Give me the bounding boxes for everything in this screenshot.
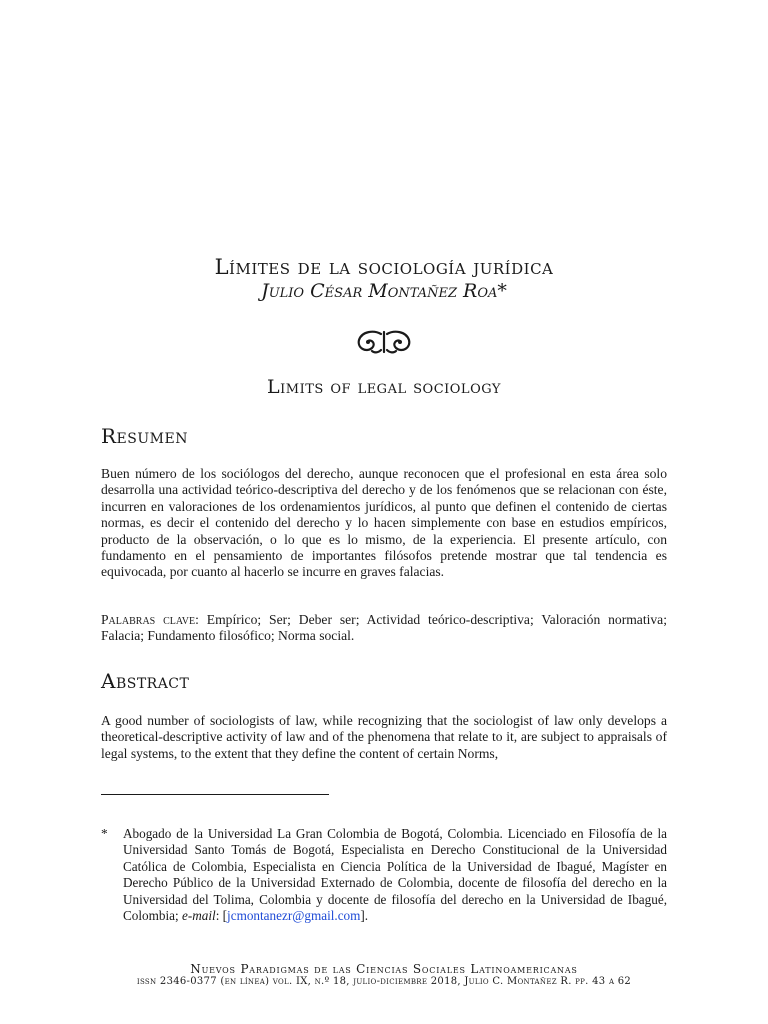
footer-issue-info: issn 2346-0377 (en línea) vol. IX, n.º 18, julio-diciembre 2018, Julio C. Montañez R. pp. 43 a 62 — [136, 976, 632, 987]
article-title: Límites de la sociología jurídica — [214, 255, 554, 279]
article-author: Julio César Montañez Roa* — [261, 280, 507, 302]
footnote-mark: * — [101, 826, 108, 841]
footnote-divider — [101, 794, 329, 795]
footnote-email-end: ]. — [360, 908, 369, 924]
footnote-text — [123, 826, 667, 924]
keywords-label: Palabras clave: — [101, 612, 199, 627]
resumen-heading: Resumen — [101, 424, 188, 448]
footer-journal-name: Nuevos Paradigmas de las Ciencias Sociales Latinoamericanas — [190, 962, 578, 976]
resumen-paragraph: Buen número de los sociólogos del derecho, aunque reconocen que el profesional en esta área solo desarrolla una actividad teórico-descriptiva del derecho y de los fenómenos que se relacionan con éste, incurren en valoraciones de los ordenamientos jurídicos, al punto que definen el contenido de ciertas normas, es decir el contenido del derecho y lo hacen simplemente con base en estudios empíricos, producto de la observación, o lo que es lo mismo, de la experiencia. El presente artículo, con fundamento en el pensamiento de importantes filósofos pretende mostrar que tal tendencia es equivocada, por cuanto al hacerlo se incurre en graves falacias. — [101, 466, 667, 580]
footnote-email-link[interactable]: jcmontanezr@gmail.com — [227, 908, 361, 924]
fleuron-ornament-icon — [354, 328, 414, 356]
abstract-paragraph: A good number of sociologists of law, while recognizing that the sociologist of law only develops a theoretical-descriptive activity of law and of the phenomena that relate to it, are subject to appraisals of legal systems, to the extent that they define the content of certain Norms, — [101, 713, 667, 761]
english-title: Limits of legal sociology — [267, 376, 501, 398]
footnote-bio: Abogado de la Universidad La Gran Colombia de Bogotá, Colombia. Licenciado en Filosofía de la Universidad Santo Tomás de Bogotá, Especialista en Derecho Constitucional de la Universidad Católica de Colombia, Especialista en Ciencia Política de la Universidad de Ibagué, Magíster en Derecho Público de la Universidad Externado de Colombia, docente de filosofía del derecho en la Universidad del Tolima, Colombia y docente de filosofía del derecho en la Universidad de Ibagué, Colombia; — [123, 826, 667, 924]
keywords-list: Empírico; Ser; Deber ser; Actividad teórico-descriptiva; Valoración normativa; Falacia; Fundamento filosófico; Norma social. — [101, 612, 667, 644]
abstract-heading: Abstract — [101, 669, 190, 693]
keywords-paragraph — [101, 612, 667, 645]
footnote-email-sep: : [ — [215, 908, 228, 924]
author-footnote — [101, 826, 667, 924]
footnote-email-label: e-mail — [181, 908, 216, 924]
